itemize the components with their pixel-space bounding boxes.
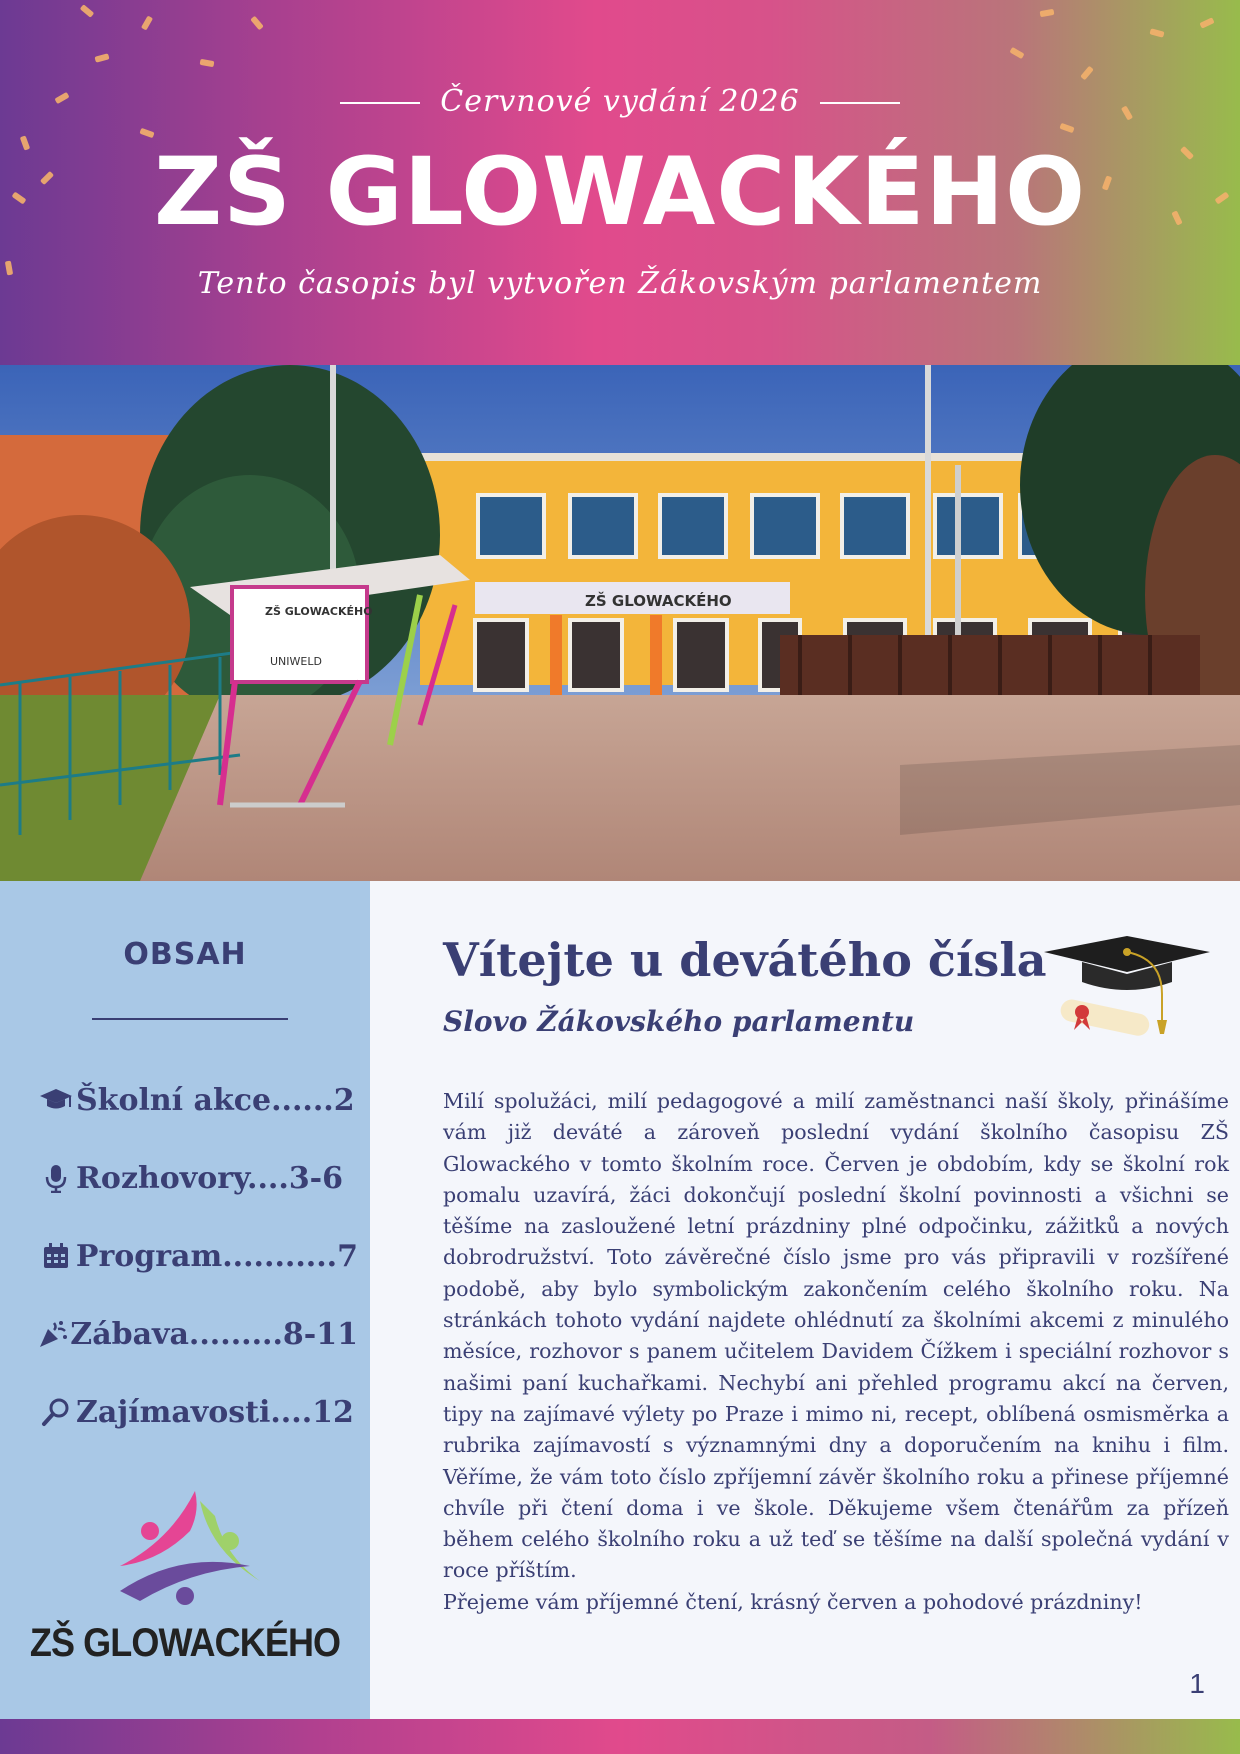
school-building-photo: [0, 365, 1240, 881]
article-subtitle: Slovo Žákovského parlamentu: [443, 1005, 915, 1038]
edition-text: Červnové vydání 2026: [440, 84, 800, 119]
toc-item-zabava[interactable]: [38, 1295, 358, 1373]
toc-divider: [92, 1018, 288, 1020]
edition-label: [0, 84, 1240, 119]
edition-rule-left: [340, 102, 420, 104]
toc-list: [38, 1061, 358, 1451]
microphone-icon: [38, 1163, 74, 1193]
toc-heading: OBSAH: [123, 937, 247, 972]
article-body: [443, 1086, 1229, 1618]
table-of-contents-sidebar: [0, 881, 370, 1719]
toc-item-program[interactable]: [38, 1217, 358, 1295]
toc-item-label: Zajímavosti....12: [76, 1394, 354, 1430]
article-body-paragraph: Milí spolužáci, milí pedagogové a milí zaměstnanci naší školy, přinášíme vám již deváté a zároveň poslední vydání školního časopisu ZŠ Glowackého v tomto školním roce. Červen je obdobím, kdy se školní rok pomalu uzavírá, žáci dokončují poslední školní povinnosti a všichni se těšíme na zasloužené letní prázdniny plné odpočinku, zážitků a nových dobrodružství. Toto závěrečné číslo jsme pro vás připravili v rozšířené podobě, aby bylo symbolickým zakončením celého školního roku. Na stránkách tohoto vydání najdete ohlédnutí za školními akcemi z minulého měsíce, rozhovor s panem učitelem Davidem Čížkem i speciální rozhovor s našimi paní kuchařkami. Nechybí ani přehled programu akcí na červen, tipy na zajímavé výlety po Praze i mimo ni, recept, oblíbená osmisměrka a rubrika zajímavostí s významnými dny a doporučením na knihu i film. Věříme, že vám toto číslo zpříjemní závěr školního roku a přinese příjemné chvíle při čtení doma i ve škole. Děkujeme všem čtenářům za přízeň během celého školního roku a už teď se těšíme na další společná vydání v roce příštím.: [443, 1089, 1229, 1583]
edition-rule-right: [820, 102, 900, 104]
article-closing: Přejeme vám příjemné čtení, krásný červen a pohodové prázdniny!: [443, 1589, 1143, 1614]
editorial-article: [370, 881, 1240, 1719]
shelter-sign-sponsor: UNIWELD: [270, 655, 322, 668]
magnifier-icon: [38, 1397, 74, 1427]
header-banner: [0, 0, 1240, 365]
shelter-sign-name: ZŠ GLOWACKÉHO: [265, 605, 373, 618]
building-sign: ZŠ GLOWACKÉHO: [585, 592, 732, 610]
page-number: 1: [1189, 1668, 1205, 1699]
toc-item-label: Zábava.........8-11: [70, 1316, 358, 1352]
logo-wordmark: ZŠ GLOWACKÉHO: [29, 1621, 341, 1665]
toc-item-zajimavosti[interactable]: [38, 1373, 358, 1451]
footer-bar: [0, 1719, 1240, 1754]
magazine-title: ZŠ GLOWACKÉHO: [153, 138, 1087, 247]
toc-item-label: Rozhovory....3-6: [76, 1160, 344, 1196]
toc-item-rozhovory[interactable]: [38, 1139, 358, 1217]
graduation-cap-icon: [38, 1085, 74, 1115]
calendar-icon: [38, 1241, 74, 1271]
party-popper-icon: [38, 1319, 68, 1349]
toc-item-label: Program...........7: [75, 1238, 358, 1274]
toc-item-skolni-akce[interactable]: [38, 1061, 358, 1139]
magazine-subtitle: Tento časopis byl vytvořen Žákovským parlamentem: [197, 266, 1043, 301]
graduation-cap-diploma-icon: [1042, 934, 1212, 1044]
article-title: Vítejte u devátého čísla: [443, 933, 1047, 987]
toc-item-label: Školní akce......2: [76, 1082, 355, 1118]
